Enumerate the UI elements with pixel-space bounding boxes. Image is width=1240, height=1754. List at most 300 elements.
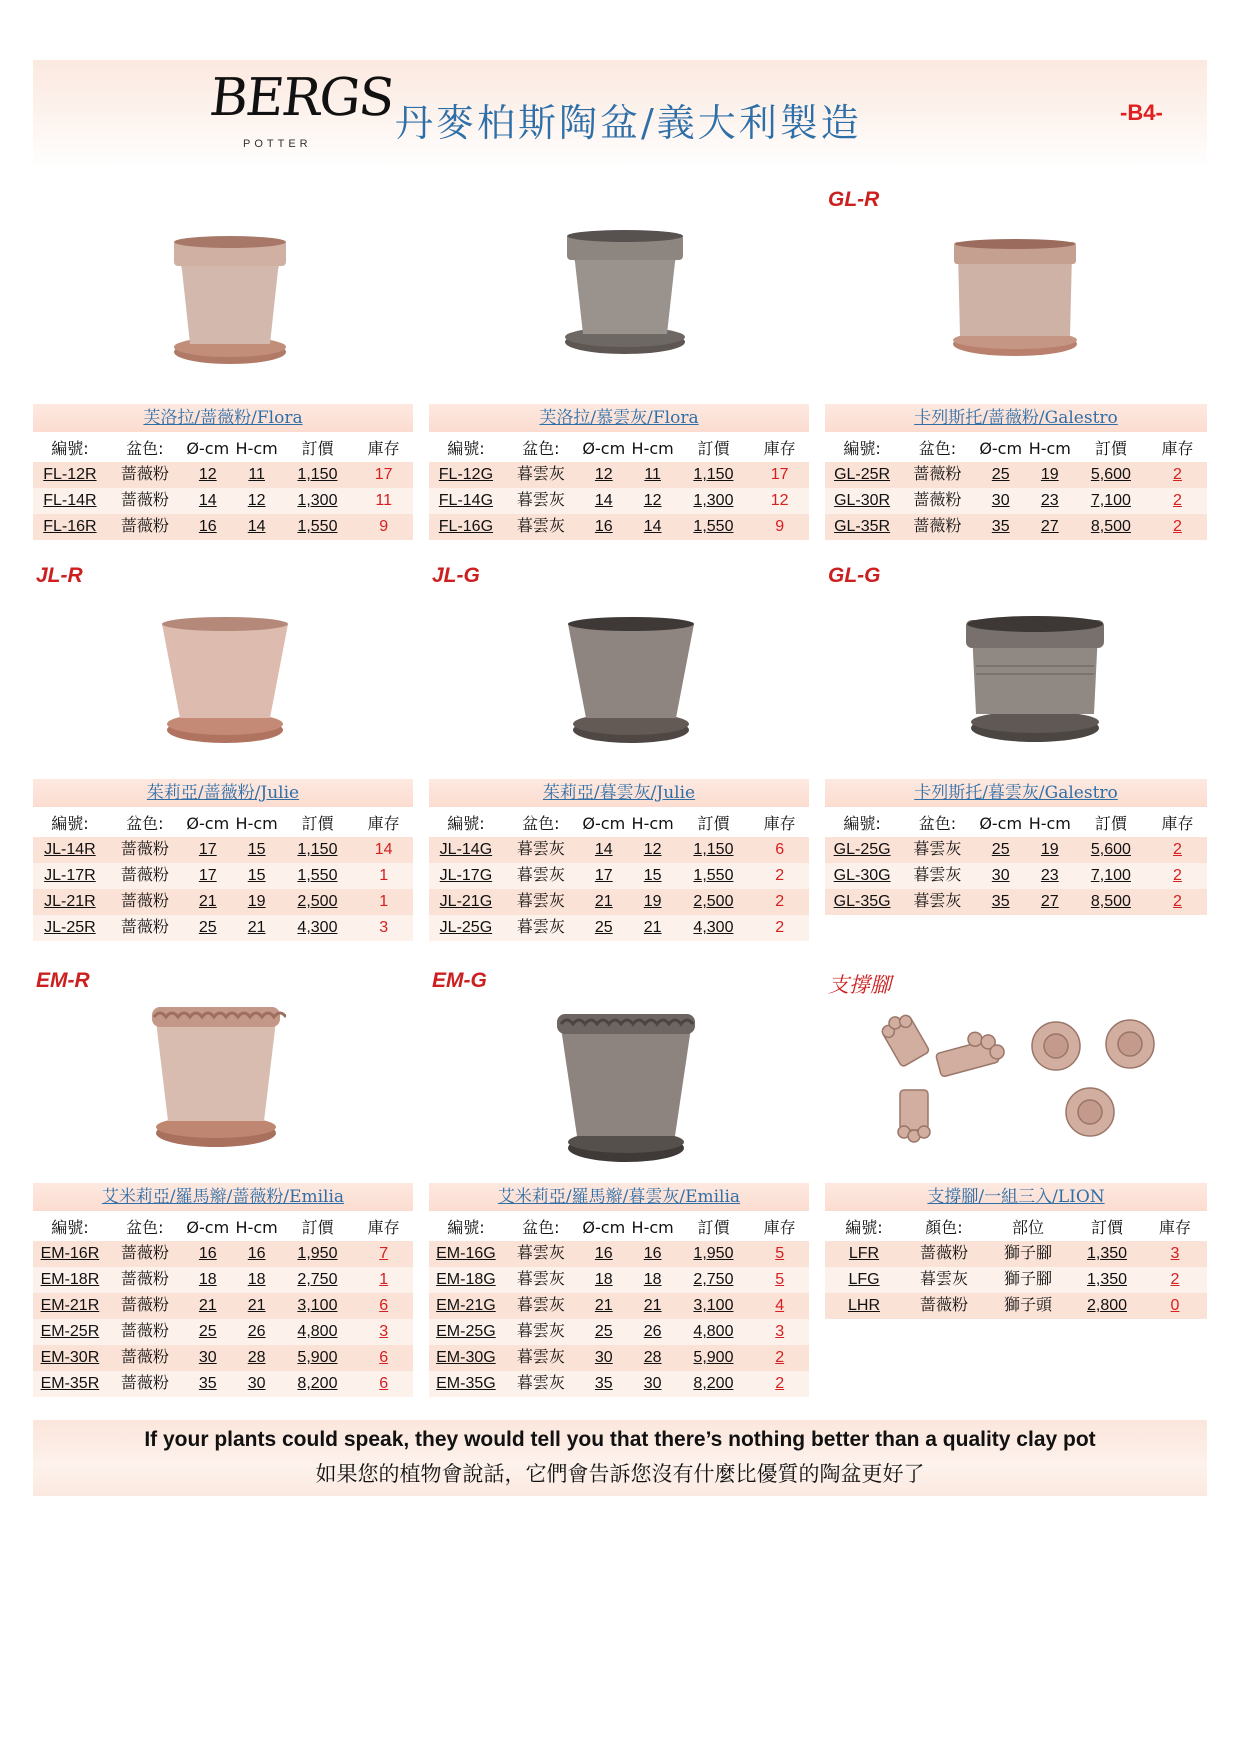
section-label-feet: 支撐腳 bbox=[828, 974, 891, 997]
table-cell: 35 bbox=[976, 514, 1026, 540]
spec-table-galestro-grey bbox=[825, 811, 1207, 915]
table-cell: 蔷薇粉 bbox=[107, 863, 183, 889]
product-title-emilia-rose[interactable]: 艾米莉亞/羅馬辮/蔷薇粉/Emilia bbox=[33, 1183, 413, 1211]
table-cell: 蔷薇粉 bbox=[107, 1241, 183, 1267]
column-header: 庫存 bbox=[1161, 814, 1194, 833]
pot-image-galestro-rose bbox=[946, 236, 1084, 364]
stock-cell: 11 bbox=[354, 488, 413, 514]
table-cell: 35 bbox=[579, 1371, 629, 1397]
stock-cell: 2 bbox=[750, 1371, 809, 1397]
table-cell: 1,150 bbox=[281, 837, 355, 863]
column-header: 部位 bbox=[1011, 1218, 1044, 1237]
table-cell: 21 bbox=[183, 1293, 233, 1319]
table-row bbox=[429, 1267, 809, 1293]
table-cell: 蔷薇粉 bbox=[107, 1319, 183, 1345]
table-cell: 4,300 bbox=[677, 915, 751, 941]
column-header: 庫存 bbox=[1161, 439, 1194, 458]
table-row bbox=[429, 514, 809, 540]
table-header-row bbox=[825, 1215, 1207, 1241]
table-cell: 蔷薇粉 bbox=[107, 837, 183, 863]
table-cell: 12 bbox=[629, 837, 677, 863]
table-cell: 蔷薇粉 bbox=[107, 889, 183, 915]
table-cell: 21 bbox=[233, 915, 281, 941]
table-cell: 蔷薇粉 bbox=[903, 1241, 985, 1267]
product-code-link[interactable]: EM-35G bbox=[429, 1371, 503, 1397]
spec-table-lion-feet bbox=[825, 1215, 1207, 1319]
column-header: 盆色: bbox=[522, 814, 560, 833]
table-cell: 暮雲灰 bbox=[503, 889, 579, 915]
product-code-link[interactable]: FL-16R bbox=[33, 514, 107, 540]
column-header: Ø-cm bbox=[186, 814, 230, 833]
table-row bbox=[33, 1371, 413, 1397]
table-cell: 2,500 bbox=[281, 889, 355, 915]
column-header: Ø-cm bbox=[582, 1218, 626, 1237]
table-cell: 28 bbox=[233, 1345, 281, 1371]
table-cell: 21 bbox=[579, 889, 629, 915]
spec-table-flora-rose bbox=[33, 436, 413, 540]
product-title-emilia-grey[interactable]: 艾米莉亞/羅馬辮/暮雲灰/Emilia bbox=[429, 1183, 809, 1211]
table-cell: 19 bbox=[1026, 837, 1074, 863]
table-cell: 30 bbox=[183, 1345, 233, 1371]
table-cell: 7,100 bbox=[1074, 863, 1148, 889]
section-label-gl-r: GL-R bbox=[828, 188, 880, 211]
product-title-galestro-grey[interactable]: 卡列斯托/暮雲灰/Galestro bbox=[825, 779, 1207, 807]
product-code-link[interactable]: EM-16G bbox=[429, 1241, 503, 1267]
column-header: H-cm bbox=[235, 439, 278, 458]
table-cell: 2,750 bbox=[677, 1267, 751, 1293]
lion-head-icon-3 bbox=[1066, 1088, 1114, 1136]
table-row bbox=[33, 488, 413, 514]
table-cell: 18 bbox=[579, 1267, 629, 1293]
column-header: 庫存 bbox=[367, 1218, 400, 1237]
column-header: Ø-cm bbox=[186, 439, 230, 458]
table-row bbox=[33, 837, 413, 863]
stock-cell: 3 bbox=[750, 1319, 809, 1345]
product-title-lion-feet[interactable]: 支撐腳/一組三入/LION bbox=[825, 1183, 1207, 1211]
table-header-row bbox=[825, 436, 1207, 462]
spec-table-julie-grey bbox=[429, 811, 809, 941]
column-header: H-cm bbox=[1028, 439, 1071, 458]
product-code-link[interactable]: FL-12R bbox=[33, 462, 107, 488]
column-header: 庫存 bbox=[367, 814, 400, 833]
table-cell: 35 bbox=[976, 889, 1026, 915]
stock-cell: 3 bbox=[354, 1319, 413, 1345]
product-title-flora-grey[interactable]: 芙洛拉/慕雲灰/Flora bbox=[429, 404, 809, 432]
table-cell: 4,800 bbox=[281, 1319, 355, 1345]
spec-table-julie-rose bbox=[33, 811, 413, 941]
table-cell: 17 bbox=[579, 863, 629, 889]
table-cell: 暮雲灰 bbox=[503, 863, 579, 889]
product-code-link[interactable]: GL-35R bbox=[825, 514, 899, 540]
column-header: Ø-cm bbox=[979, 814, 1023, 833]
product-code-link[interactable]: EM-18G bbox=[429, 1267, 503, 1293]
product-code-link[interactable]: EM-16R bbox=[33, 1241, 107, 1267]
table-cell: 蔷薇粉 bbox=[903, 1293, 985, 1319]
product-title-julie-grey[interactable]: 茱莉亞/暮雲灰/Julie bbox=[429, 779, 809, 807]
product-code-link[interactable]: FL-16G bbox=[429, 514, 503, 540]
table-header-row bbox=[429, 811, 809, 837]
table-cell: 蔷薇粉 bbox=[107, 1371, 183, 1397]
table-cell: 25 bbox=[183, 1319, 233, 1345]
table-cell: 21 bbox=[233, 1293, 281, 1319]
table-row bbox=[825, 514, 1207, 540]
product-code-link[interactable]: EM-30G bbox=[429, 1345, 503, 1371]
table-cell: 獅子腳 bbox=[985, 1267, 1071, 1293]
table-cell: 獅子腳 bbox=[985, 1241, 1071, 1267]
column-header: 訂價 bbox=[1094, 439, 1127, 458]
column-header: 顏色: bbox=[925, 1218, 963, 1237]
table-cell: 26 bbox=[233, 1319, 281, 1345]
product-code-link[interactable]: JL-17R bbox=[33, 863, 107, 889]
table-header-row bbox=[825, 811, 1207, 837]
stock-cell: 9 bbox=[354, 514, 413, 540]
table-cell: 23 bbox=[1026, 488, 1074, 514]
table-cell: 蔷薇粉 bbox=[107, 915, 183, 941]
column-header: 盆色: bbox=[126, 814, 164, 833]
table-cell: 獅子頭 bbox=[985, 1293, 1071, 1319]
product-code-link[interactable]: JL-25G bbox=[429, 915, 503, 941]
table-cell: 4,800 bbox=[677, 1319, 751, 1345]
table-cell: 2,500 bbox=[677, 889, 751, 915]
table-cell: 蔷薇粉 bbox=[899, 514, 975, 540]
table-cell: 19 bbox=[1026, 462, 1074, 488]
table-cell: 17 bbox=[183, 863, 233, 889]
stock-cell: 14 bbox=[354, 837, 413, 863]
table-cell: 1,350 bbox=[1071, 1241, 1143, 1267]
product-code-link[interactable]: LFR bbox=[825, 1241, 903, 1267]
pot-image-julie-grey bbox=[564, 614, 698, 754]
stock-cell: 17 bbox=[750, 462, 809, 488]
table-row bbox=[429, 889, 809, 915]
product-code-link[interactable]: LHR bbox=[825, 1293, 903, 1319]
lion-head-icon-2 bbox=[1106, 1020, 1154, 1068]
table-row bbox=[825, 837, 1207, 863]
table-cell: 暮雲灰 bbox=[899, 837, 975, 863]
table-cell: 暮雲灰 bbox=[899, 889, 975, 915]
table-cell: 16 bbox=[579, 1241, 629, 1267]
spec-table-galestro-rose bbox=[825, 436, 1207, 540]
stock-cell: 2 bbox=[750, 863, 809, 889]
section-label-em-r: EM-R bbox=[36, 969, 90, 992]
table-row bbox=[429, 462, 809, 488]
table-cell: 5,900 bbox=[281, 1345, 355, 1371]
table-cell: 1,150 bbox=[677, 462, 751, 488]
table-row bbox=[825, 488, 1207, 514]
table-cell: 1,150 bbox=[281, 462, 355, 488]
stock-cell: 2 bbox=[1148, 488, 1207, 514]
column-header: H-cm bbox=[631, 1218, 674, 1237]
stock-cell: 1 bbox=[354, 889, 413, 915]
column-header: 編號: bbox=[447, 1218, 485, 1237]
product-code-link[interactable]: JL-14G bbox=[429, 837, 503, 863]
table-cell: 12 bbox=[629, 488, 677, 514]
product-code-link[interactable]: GL-25G bbox=[825, 837, 899, 863]
stock-cell: 2 bbox=[750, 915, 809, 941]
table-cell: 蔷薇粉 bbox=[107, 514, 183, 540]
table-cell: 3,100 bbox=[281, 1293, 355, 1319]
stock-cell: 0 bbox=[1143, 1293, 1207, 1319]
table-cell: 7,100 bbox=[1074, 488, 1148, 514]
table-cell: 17 bbox=[183, 837, 233, 863]
table-cell: 1,350 bbox=[1071, 1267, 1143, 1293]
column-header: 盆色: bbox=[918, 439, 957, 458]
table-cell: 16 bbox=[183, 514, 233, 540]
column-header: Ø-cm bbox=[979, 439, 1023, 458]
table-cell: 14 bbox=[629, 514, 677, 540]
table-cell: 14 bbox=[233, 514, 281, 540]
table-cell: 11 bbox=[233, 462, 281, 488]
product-code-link[interactable]: LFG bbox=[825, 1267, 903, 1293]
table-header-row bbox=[33, 436, 413, 462]
product-code-link[interactable]: EM-25G bbox=[429, 1319, 503, 1345]
table-cell: 1,550 bbox=[281, 863, 355, 889]
product-code-link[interactable]: GL-30R bbox=[825, 488, 899, 514]
stock-cell: 12 bbox=[750, 488, 809, 514]
table-cell: 蔷薇粉 bbox=[899, 462, 975, 488]
table-cell: 暮雲灰 bbox=[503, 1319, 579, 1345]
table-header-row bbox=[33, 811, 413, 837]
product-code-link[interactable]: FL-12G bbox=[429, 462, 503, 488]
table-cell: 1,950 bbox=[677, 1241, 751, 1267]
table-row bbox=[825, 889, 1207, 915]
table-cell: 8,500 bbox=[1074, 889, 1148, 915]
product-title-galestro-rose[interactable]: 卡列斯托/蔷薇粉/Galestro bbox=[825, 404, 1207, 432]
stock-cell: 6 bbox=[354, 1371, 413, 1397]
column-header: 庫存 bbox=[763, 439, 796, 458]
stock-cell: 2 bbox=[750, 889, 809, 915]
table-cell: 16 bbox=[629, 1241, 677, 1267]
lion-paw-icon-3 bbox=[898, 1090, 930, 1142]
product-code-link[interactable]: JL-14R bbox=[33, 837, 107, 863]
column-header: H-cm bbox=[631, 439, 674, 458]
table-row bbox=[429, 837, 809, 863]
table-cell: 暮雲灰 bbox=[899, 863, 975, 889]
product-code-link[interactable]: JL-21R bbox=[33, 889, 107, 915]
product-title-flora-rose[interactable]: 芙洛拉/蔷薇粉/Flora bbox=[33, 404, 413, 432]
lion-head-icon-1 bbox=[1032, 1022, 1080, 1070]
product-code-link[interactable]: EM-35R bbox=[33, 1371, 107, 1397]
table-row bbox=[33, 1267, 413, 1293]
table-cell: 11 bbox=[629, 462, 677, 488]
table-cell: 8,200 bbox=[281, 1371, 355, 1397]
column-header: 庫存 bbox=[763, 814, 796, 833]
table-cell: 21 bbox=[629, 915, 677, 941]
table-cell: 2,750 bbox=[281, 1267, 355, 1293]
column-header: 訂價 bbox=[697, 814, 730, 833]
table-cell: 18 bbox=[629, 1267, 677, 1293]
table-cell: 25 bbox=[183, 915, 233, 941]
slogan-english: If your plants could speak, they would tell you that there’s nothing better than a quality clay pot bbox=[144, 1428, 1096, 1451]
column-header: 盆色: bbox=[522, 439, 560, 458]
column-header: 盆色: bbox=[918, 814, 957, 833]
table-cell: 26 bbox=[629, 1319, 677, 1345]
table-cell: 3,100 bbox=[677, 1293, 751, 1319]
table-cell: 1,550 bbox=[281, 514, 355, 540]
table-header-row bbox=[429, 1215, 809, 1241]
table-row bbox=[33, 1241, 413, 1267]
column-header: H-cm bbox=[235, 1218, 278, 1237]
table-cell: 21 bbox=[579, 1293, 629, 1319]
column-header: 盆色: bbox=[522, 1218, 560, 1237]
table-cell: 28 bbox=[629, 1345, 677, 1371]
column-header: 編號: bbox=[51, 1218, 89, 1237]
table-row bbox=[33, 462, 413, 488]
stock-cell: 2 bbox=[1148, 837, 1207, 863]
column-header: 編號: bbox=[843, 814, 881, 833]
table-cell: 15 bbox=[233, 837, 281, 863]
table-cell: 19 bbox=[629, 889, 677, 915]
table-row bbox=[429, 1293, 809, 1319]
stock-cell: 1 bbox=[354, 863, 413, 889]
section-label-jl-r: JL-R bbox=[36, 564, 83, 587]
product-code-link[interactable]: GL-35G bbox=[825, 889, 899, 915]
product-code-link[interactable]: GL-30G bbox=[825, 863, 899, 889]
column-header: 盆色: bbox=[126, 1218, 164, 1237]
table-row bbox=[429, 1345, 809, 1371]
spec-table-emilia-grey bbox=[429, 1215, 809, 1397]
table-cell: 30 bbox=[629, 1371, 677, 1397]
stock-cell: 4 bbox=[750, 1293, 809, 1319]
column-header: H-cm bbox=[235, 814, 278, 833]
column-header: 訂價 bbox=[697, 439, 730, 458]
table-cell: 30 bbox=[976, 863, 1026, 889]
table-cell: 21 bbox=[183, 889, 233, 915]
table-cell: 35 bbox=[183, 1371, 233, 1397]
column-header: 訂價 bbox=[301, 1218, 334, 1237]
spec-table-flora-grey bbox=[429, 436, 809, 540]
column-header: H-cm bbox=[1028, 814, 1071, 833]
table-cell: 18 bbox=[183, 1267, 233, 1293]
table-cell: 蔷薇粉 bbox=[899, 488, 975, 514]
stock-cell: 2 bbox=[1148, 863, 1207, 889]
column-header: 訂價 bbox=[1090, 1218, 1123, 1237]
logo-wordmark: BERGS bbox=[206, 68, 396, 128]
section-label-em-g: EM-G bbox=[432, 969, 487, 992]
column-header: 庫存 bbox=[367, 439, 400, 458]
column-header: 編號: bbox=[447, 439, 485, 458]
table-row bbox=[825, 863, 1207, 889]
table-row bbox=[429, 1371, 809, 1397]
table-row bbox=[33, 514, 413, 540]
stock-cell: 17 bbox=[354, 462, 413, 488]
product-code-link[interactable]: GL-25R bbox=[825, 462, 899, 488]
table-row bbox=[429, 1241, 809, 1267]
table-cell: 1,300 bbox=[281, 488, 355, 514]
table-cell: 1,150 bbox=[677, 837, 751, 863]
table-cell: 暮雲灰 bbox=[503, 915, 579, 941]
product-code-link[interactable]: EM-21R bbox=[33, 1293, 107, 1319]
table-cell: 暮雲灰 bbox=[503, 1267, 579, 1293]
table-cell: 2,800 bbox=[1071, 1293, 1143, 1319]
table-cell: 16 bbox=[183, 1241, 233, 1267]
column-header: Ø-cm bbox=[186, 1218, 230, 1237]
pot-image-flora-grey bbox=[555, 226, 695, 366]
column-header: 編號: bbox=[845, 1218, 883, 1237]
product-code-link[interactable]: JL-17G bbox=[429, 863, 503, 889]
table-cell: 16 bbox=[579, 514, 629, 540]
brand-logo bbox=[206, 68, 396, 158]
table-cell: 16 bbox=[233, 1241, 281, 1267]
column-header: 盆色: bbox=[126, 439, 164, 458]
table-cell: 1,550 bbox=[677, 514, 751, 540]
table-cell: 暮雲灰 bbox=[503, 1371, 579, 1397]
product-code-link[interactable]: EM-25R bbox=[33, 1319, 107, 1345]
pot-image-emilia-rose bbox=[146, 1003, 286, 1153]
stock-cell: 6 bbox=[354, 1345, 413, 1371]
table-cell: 27 bbox=[1026, 514, 1074, 540]
table-cell: 蔷薇粉 bbox=[107, 462, 183, 488]
table-row bbox=[825, 462, 1207, 488]
stock-cell: 2 bbox=[1143, 1267, 1207, 1293]
table-cell: 25 bbox=[579, 915, 629, 941]
table-cell: 暮雲灰 bbox=[503, 514, 579, 540]
lion-paw-icon-1 bbox=[878, 1012, 930, 1067]
product-code-link[interactable]: FL-14R bbox=[33, 488, 107, 514]
table-cell: 18 bbox=[233, 1267, 281, 1293]
stock-cell: 2 bbox=[750, 1345, 809, 1371]
table-cell: 蔷薇粉 bbox=[107, 1267, 183, 1293]
table-cell: 23 bbox=[1026, 863, 1074, 889]
pot-image-flora-rose bbox=[160, 232, 300, 377]
table-cell: 12 bbox=[183, 462, 233, 488]
table-cell: 14 bbox=[183, 488, 233, 514]
table-row bbox=[33, 1345, 413, 1371]
table-header-row bbox=[33, 1215, 413, 1241]
table-cell: 27 bbox=[1026, 889, 1074, 915]
product-code-link[interactable]: JL-25R bbox=[33, 915, 107, 941]
table-cell: 12 bbox=[579, 462, 629, 488]
table-row bbox=[429, 1319, 809, 1345]
table-cell: 暮雲灰 bbox=[503, 462, 579, 488]
stock-cell: 5 bbox=[750, 1241, 809, 1267]
column-header: 編號: bbox=[843, 439, 881, 458]
table-cell: 15 bbox=[629, 863, 677, 889]
pot-image-julie-rose bbox=[158, 614, 292, 754]
table-cell: 21 bbox=[629, 1293, 677, 1319]
product-code-link[interactable]: JL-21G bbox=[429, 889, 503, 915]
product-title-julie-rose[interactable]: 茱莉亞/蔷薇粉/Julie bbox=[33, 779, 413, 807]
table-cell: 蔷薇粉 bbox=[107, 488, 183, 514]
product-code-link[interactable]: EM-30R bbox=[33, 1345, 107, 1371]
stock-cell: 3 bbox=[1143, 1241, 1207, 1267]
table-row bbox=[825, 1241, 1207, 1267]
table-cell: 14 bbox=[579, 837, 629, 863]
pot-image-emilia-grey bbox=[553, 1010, 699, 1168]
product-code-link[interactable]: EM-18R bbox=[33, 1267, 107, 1293]
stock-cell: 2 bbox=[1148, 462, 1207, 488]
table-cell: 25 bbox=[976, 462, 1026, 488]
page-title: 丹麥柏斯陶盆/義大利製造 bbox=[395, 101, 862, 145]
section-label-gl-g: GL-G bbox=[828, 564, 881, 587]
section-label-jl-g: JL-G bbox=[432, 564, 480, 587]
table-cell: 1,300 bbox=[677, 488, 751, 514]
table-cell: 暮雲灰 bbox=[903, 1267, 985, 1293]
table-cell: 4,300 bbox=[281, 915, 355, 941]
product-code-link[interactable]: EM-21G bbox=[429, 1293, 503, 1319]
column-header: 庫存 bbox=[1158, 1218, 1191, 1237]
table-cell: 蔷薇粉 bbox=[107, 1293, 183, 1319]
table-cell: 12 bbox=[233, 488, 281, 514]
table-cell: 30 bbox=[976, 488, 1026, 514]
table-cell: 1,550 bbox=[677, 863, 751, 889]
table-cell: 蔷薇粉 bbox=[107, 1345, 183, 1371]
table-cell: 暮雲灰 bbox=[503, 1241, 579, 1267]
column-header: 訂價 bbox=[1094, 814, 1127, 833]
table-cell: 15 bbox=[233, 863, 281, 889]
table-cell: 30 bbox=[579, 1345, 629, 1371]
page-code: -B4- bbox=[1120, 100, 1163, 125]
product-code-link[interactable]: FL-14G bbox=[429, 488, 503, 514]
